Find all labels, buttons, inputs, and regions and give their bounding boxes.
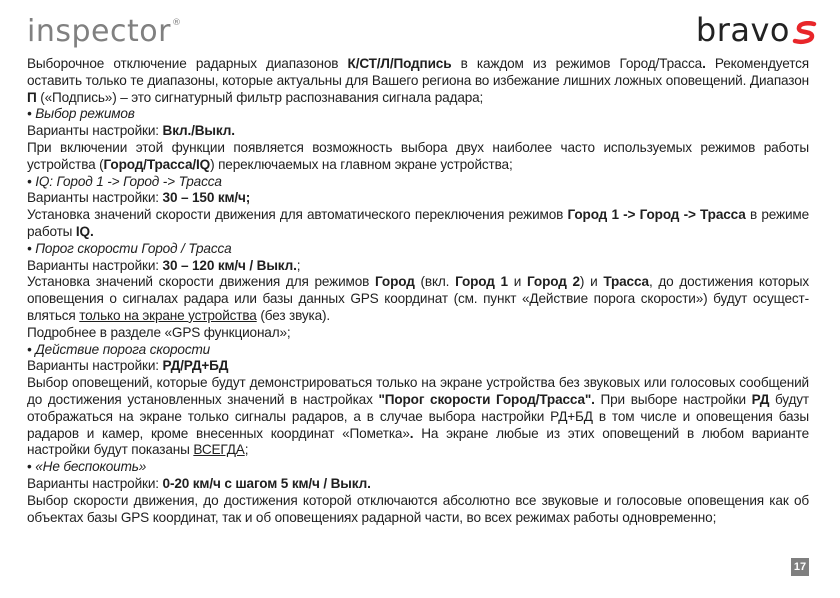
section-description: Установка значений скорости движения для режимов Город (вкл. Город 1 и Город 2) и Трасса, до достижения которых оповещения о сигналах радара или базы данных GPS координат (см. пункт «Действие порога скорости») будут осущест-вляться только на экране устройства (без звука). — [27, 274, 809, 323]
settings-options: Варианты настройки: 30 – 150 км/ч; — [27, 190, 251, 206]
inspector-logo-text: inspector — [27, 14, 171, 49]
manual-text — [27, 56, 809, 526]
section-title-do-not-disturb: • «Не беспокоить» — [27, 459, 147, 475]
settings-options: Варианты настройки: 30 – 120 км/ч / Выкл.; — [27, 257, 301, 273]
section-title-mode-select: • Выбор режимов — [27, 106, 135, 122]
see-more-note: Подробнее в разделе «GPS функционал»; — [27, 324, 291, 340]
section-title-speed-threshold: • Порог скорости Город / Трасса — [27, 240, 232, 256]
section-title-threshold-action: • Действие порога скорости — [27, 341, 211, 357]
section-description: Выбор скорости движения, до достижения которой отключаются абсолютно все звуковые и голосовые оповещения как об объектах базы GPS координат, так и об оповещениях радарной части, во всех режимах работы одновременно; — [27, 492, 809, 525]
bravo-logo-text: bravo — [695, 11, 790, 49]
section-description: При включении этой функции появляется возможность выбора двух наиболее часто используемых режимов работы устройства (Город/Трасса/IQ) переключаемых на главном экране устройства; — [27, 139, 809, 172]
intro-paragraph: Выборочное отключение радарных диапазонов К/СТ/Л/Подпись в каждом из режимов Город/Трасса. Рекомендуется оставить только те диапазоны, которые актуальны для Вашего региона во избежание лишних ложных оповещений. Диапазон П («Подпись») – это сигнатурный фильтр распознавания сигнала радара; — [27, 56, 809, 105]
section-description: Установка значений скорости движения для автоматического переключения режимов Город 1 -> Город -> Трасса в режиме работы IQ. — [27, 207, 809, 239]
section-description: Выбор оповещений, которые будут демонстрироваться только на экране устройства без звуковых или голосовых сообщений до достижения установленных значений в настройках "Порог скорости Город/Трасса". При выборе настройки РД будут отображаться на экране только сигналы радаров, а в случае выбора настройки РД+БД в том числе и оповещения базы радаров и камер, кроме внесенных координат «Пометка». На экране любые из этих оповещений в любом варианте настройки будут показаны ВСЕГДА; — [27, 375, 810, 458]
inspector-logo — [27, 14, 181, 49]
settings-options: Варианты настройки: 0-20 км/ч с шагом 5 км/ч / Выкл. — [27, 475, 371, 491]
registered-mark: ® — [171, 18, 182, 28]
bravo-s-icon — [792, 21, 818, 45]
settings-options: Варианты настройки: Вкл./Выкл. — [27, 123, 235, 139]
page-header — [0, 0, 840, 54]
settings-options: Варианты настройки: РД/РД+БД — [27, 358, 229, 374]
page-number: 17 — [791, 558, 809, 576]
section-title-iq: • IQ: Город 1 -> Город -> Трасса — [27, 173, 222, 189]
bravo-logo — [696, 12, 818, 48]
